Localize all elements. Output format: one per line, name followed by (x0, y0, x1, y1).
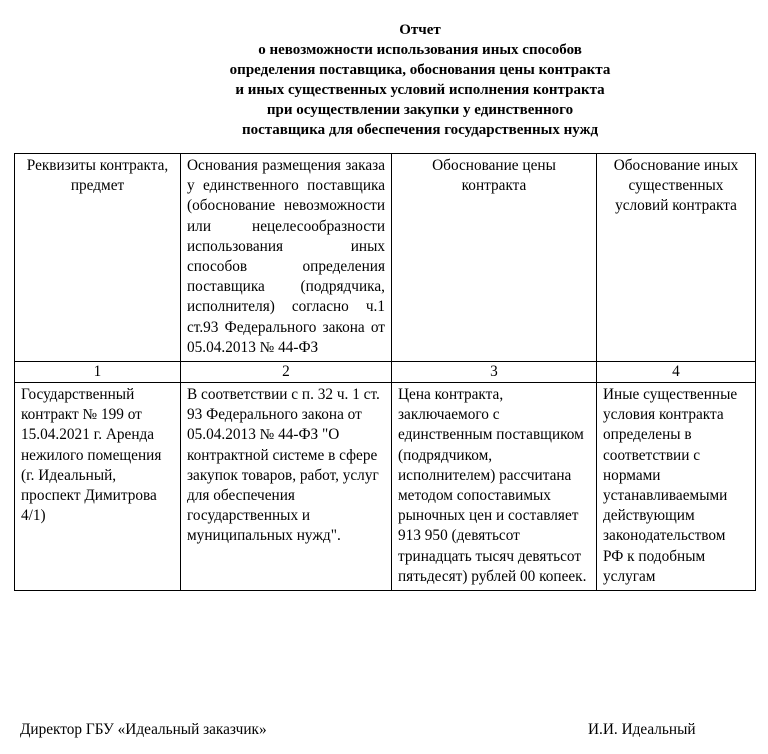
table-header-row (15, 154, 756, 362)
signer-position: Директор ГБУ «Идеальный заказчик» (20, 721, 267, 738)
cell-grounds: В соответствии с п. 32 ч. 1 ст. 93 Федерального закона от 05.04.2013 № 44-ФЗ "О контрактной системе в сфере закупок товаров, работ, услуг для обеспечения государственных и муниципальных нужд". (181, 383, 392, 591)
title-line: поставщика для обеспечения государственных нужд (241, 122, 599, 138)
report-table (14, 153, 756, 591)
title-line: Отчет (399, 22, 441, 38)
table-row (15, 383, 756, 591)
header-cell-other-terms: Обоснование иных существенных условий контракта (597, 154, 756, 362)
header-cell-requisites: Реквизиты контракта, предмет (15, 154, 181, 362)
title-line: определения поставщика, обоснования цены контракта (229, 62, 611, 78)
cell-requisites: Государственный контракт № 199 от 15.04.2021 г. Аренда нежилого помещения (г. Идеальный, проспект Димитрова 4/1) (15, 383, 181, 591)
title-line: о невозможности использования иных способов (258, 42, 582, 58)
report-title (150, 20, 690, 140)
header-cell-price: Обоснование цены контракта (392, 154, 597, 362)
column-number: 1 (15, 362, 181, 383)
column-number: 4 (597, 362, 756, 383)
header-cell-grounds: Основания размещения заказа у единственного поставщика (обоснование невозможности или нецелесообразности использования иных способов определения поставщика (подрядчика, исполнителя) согласно ч.1 ст.93 Федерального закона от 05.04.2013 № 44-ФЗ (181, 154, 392, 362)
title-line: при осуществлении закупки у единственного (266, 102, 574, 118)
signer-name: И.И. Идеальный (588, 721, 696, 738)
cell-price: Цена контракта, заключаемого с единственным поставщиком (подрядчиком, исполнителем) рассчитана методом сопоставимых рыночных цен и составляет 913 950 (девятьсот тринадцать тысяч девятьсот пятьдесят) рублей 00 копеек. (392, 383, 597, 591)
table-number-row (15, 362, 756, 383)
title-line: и иных существенных условий исполнения контракта (235, 82, 605, 98)
column-number: 3 (392, 362, 597, 383)
column-number: 2 (181, 362, 392, 383)
cell-other-terms: Иные существенные условия контракта определены в соответствии с нормами устанавливаемыми действующим законодательством РФ к подобным услугам (597, 383, 756, 591)
